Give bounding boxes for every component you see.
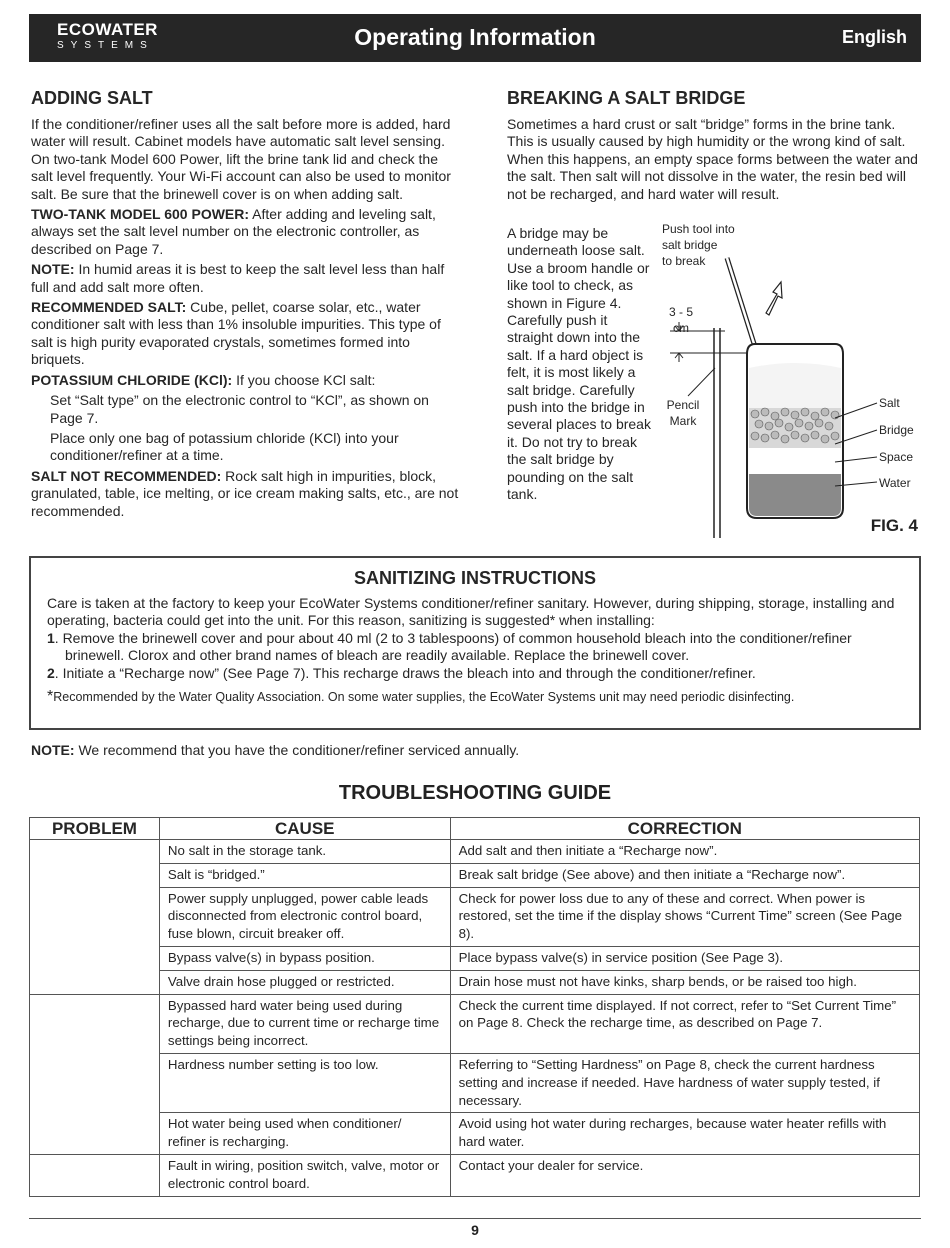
cause-cell: Power supply unplugged, power cable leads disconnected from electronic control board, fuse blown, circuit breaker off. bbox=[159, 887, 450, 946]
label-pencil-line2: Mark bbox=[669, 414, 697, 428]
step-1-number: 1 bbox=[47, 629, 55, 646]
adding-salt-intro: If the conditioner/refiner uses all the salt before more is added, hard water will result. Cabinet models have automatic salt level sensing. On two-tank Model 600 Power, lift the brine tank lid and check the salt level frequently. Your Wi-Fi account can also be used to monitor salt. Be sure that the brinewell cover is on when adding salt. bbox=[31, 116, 451, 202]
cause-cell: Bypassed hard water being used during recharge, due to current time or recharge time settings being incorrect. bbox=[159, 994, 450, 1053]
page-title: Operating Information bbox=[354, 24, 596, 50]
problem-cell bbox=[30, 994, 160, 1154]
figure-4-salt-bridge bbox=[655, 218, 925, 538]
table-row bbox=[30, 1053, 920, 1112]
language-label: English bbox=[841, 27, 907, 47]
logo-line1: ECOWATER bbox=[57, 20, 158, 39]
two-tank-label: TWO-TANK MODEL 600 POWER: bbox=[31, 206, 250, 223]
service-note-text: We recommend that you have the conditioner/refiner serviced annually. bbox=[74, 742, 520, 758]
correction-cell: Contact your dealer for service. bbox=[450, 1154, 919, 1196]
humid-note-paragraph bbox=[31, 261, 461, 296]
correction-cell: Place bypass valve(s) in service position (See Page 3). bbox=[450, 946, 919, 970]
table-header-row bbox=[30, 818, 920, 840]
recommended-salt-paragraph bbox=[31, 299, 461, 369]
label-push-tool bbox=[662, 221, 735, 269]
table-row bbox=[30, 840, 920, 864]
two-tank-text: After adding and leveling salt, always set the salt level number on the electronic controller, as described on Page 7. bbox=[31, 206, 436, 257]
table-row bbox=[30, 1113, 920, 1155]
table-row bbox=[30, 1154, 920, 1196]
step-1-text: . Remove the brinewell cover and pour about 40 ml (2 to 3 tablespoons) of common household bleach into the conditioner/refiner brinewell. Clorox and other brand names of bleach are readily available. Replace the brinewell cover. bbox=[54, 629, 852, 664]
problem-cell bbox=[30, 1154, 160, 1196]
humid-note-text: In humid areas it is best to keep the salt level less than half full and add salt more often. bbox=[31, 261, 445, 295]
recommended-salt-text: Cube, pellet, coarse solar, etc., water conditioner salt with less than 1% insoluble impurities. This type of salt is high purity evaporated crystals, sometimes formed into briquets. bbox=[31, 299, 441, 368]
page-header bbox=[29, 14, 921, 62]
sanitizing-step-2 bbox=[47, 665, 903, 682]
salt-bridge-heading: BREAKING A SALT BRIDGE bbox=[507, 88, 746, 108]
label-pencil-mark bbox=[663, 397, 703, 429]
footnote-star: * bbox=[47, 688, 54, 706]
kcl-step-2: Place only one bag of potassium chloride (KCl) into your conditioner/refiner at a time. bbox=[50, 429, 399, 464]
label-push-line2: salt bridge bbox=[662, 238, 718, 252]
cause-cell: Hot water being used when conditioner/ refiner is recharging. bbox=[159, 1113, 450, 1155]
correction-cell: Add salt and then initiate a “Recharge now”. bbox=[450, 840, 919, 864]
not-recommended-text: Rock salt high in impurities, block, granulated, table, ice melting, or ice cream making salts, etc., are not recommended. bbox=[31, 467, 459, 519]
sanitizing-heading: SANITIZING INSTRUCTIONS bbox=[354, 568, 596, 588]
cause-cell: Hardness number setting is too low. bbox=[159, 1053, 450, 1112]
cause-cell: Bypass valve(s) in bypass position. bbox=[159, 946, 450, 970]
table-row bbox=[30, 946, 920, 970]
not-recommended-label: SALT NOT RECOMMENDED: bbox=[31, 467, 222, 484]
adding-salt-section bbox=[31, 88, 461, 523]
salt-bridge-intro: Sometimes a hard crust or salt “bridge” forms in the brine tank. This is usually caused by high humidity or the wrong kind of salt. When this happens, an empty space forms between the water and the salt. Then salt will not dissolve in the water, the resin bed will not be recharged, and hard water will result. bbox=[507, 116, 918, 202]
salt-bridge-body: A bridge may be underneath loose salt. Use a broom handle or like tool to check, as shown in Figure 4. Carefully push it straight down into the salt. If a hard object is felt, it is most likely a salt bridge. Carefully push into the bridge in several places to break it. Do not try to break the salt bridge by pounding on the salt tank. bbox=[507, 225, 651, 503]
label-push-line1: Push tool into bbox=[662, 222, 735, 236]
cause-cell: Salt is “bridged.” bbox=[159, 863, 450, 887]
push-arrow-icon bbox=[766, 282, 782, 315]
cause-cell: Valve drain hose plugged or restricted. bbox=[159, 970, 450, 994]
humid-note-label: NOTE: bbox=[31, 261, 75, 278]
label-space: Space bbox=[879, 450, 914, 464]
footer-divider bbox=[29, 1218, 921, 1219]
label-push-line3: to break bbox=[662, 254, 706, 268]
table-row bbox=[30, 863, 920, 887]
recommended-salt-label: RECOMMENDED SALT: bbox=[31, 299, 187, 316]
header-problem: PROBLEM bbox=[30, 818, 160, 840]
label-dim-line1: 3 - 5 bbox=[668, 305, 693, 319]
sanitizing-footnote bbox=[47, 688, 903, 706]
cause-cell: No salt in the storage tank. bbox=[159, 840, 450, 864]
problem-cell bbox=[30, 840, 160, 995]
kcl-paragraph bbox=[31, 372, 461, 389]
header-correction: CORRECTION bbox=[450, 818, 919, 840]
label-dimension bbox=[667, 304, 695, 336]
kcl-label: POTASSIUM CHLORIDE (KCl): bbox=[31, 371, 233, 388]
sanitizing-step-1 bbox=[47, 630, 903, 665]
label-pencil-line1: Pencil bbox=[666, 398, 700, 412]
kcl-step-1: Set “Salt type” on the electronic control to “KCl”, as shown on Page 7. bbox=[50, 392, 429, 426]
correction-cell: Drain hose must not have kinks, sharp bends, or be raised too high. bbox=[450, 970, 919, 994]
page-number: 9 bbox=[471, 1222, 479, 1238]
adding-salt-heading: ADDING SALT bbox=[31, 88, 153, 108]
label-water: Water bbox=[879, 476, 911, 490]
step-2-number: 2 bbox=[47, 664, 55, 681]
troubleshooting-table bbox=[29, 817, 920, 1197]
logo-line2: SYSTEMS bbox=[57, 40, 154, 51]
troubleshooting-title: TROUBLESHOOTING GUIDE bbox=[338, 782, 612, 804]
table-row bbox=[30, 970, 920, 994]
table-row bbox=[30, 994, 920, 1053]
correction-cell: Check the current time displayed. If not correct, refer to “Set Current Time” on Page 8. Check the recharge time, as described on Page 7. bbox=[450, 994, 919, 1053]
correction-cell: Check for power loss due to any of these and correct. When power is restored, set the time if the display shows “Current Time” screen (See Page 8). bbox=[450, 887, 919, 946]
correction-cell: Avoid using hot water during recharges, because water heater refills with hard water. bbox=[450, 1113, 919, 1155]
figure-caption: FIG. 4 bbox=[870, 516, 918, 535]
two-tank-paragraph bbox=[31, 206, 461, 258]
label-salt: Salt bbox=[879, 396, 900, 410]
kcl-text: If you choose KCl salt: bbox=[232, 371, 376, 388]
step-2-text: . Initiate a “Recharge now” (See Page 7). This recharge draws the bleach into and through the conditioner/refiner. bbox=[54, 664, 756, 681]
label-bridge: Bridge bbox=[879, 423, 914, 437]
correction-cell: Break salt bridge (See above) and then initiate a “Recharge now”. bbox=[450, 863, 919, 887]
label-dim-line2: cm bbox=[673, 321, 689, 335]
header-cause: CAUSE bbox=[159, 818, 450, 840]
service-note bbox=[31, 742, 519, 758]
salt-bridge-section bbox=[507, 88, 920, 206]
sanitizing-box bbox=[29, 556, 921, 730]
service-note-label: NOTE: bbox=[31, 742, 75, 758]
cause-cell: Fault in wiring, position switch, valve, motor or electronic control board. bbox=[159, 1154, 450, 1196]
table-row bbox=[30, 887, 920, 946]
footnote-text: Recommended by the Water Quality Association. On some water supplies, the EcoWater Systems unit may need periodic disinfecting. bbox=[53, 690, 795, 705]
not-recommended-paragraph bbox=[31, 468, 461, 520]
correction-cell: Referring to “Setting Hardness” on Page 8, check the current hardness setting and increase if needed. Have hardness of water supply tested, if necessary. bbox=[450, 1053, 919, 1112]
sanitizing-intro: Care is taken at the factory to keep your EcoWater Systems conditioner/refiner sanitary. However, during shipping, storage, installing and operating, bacteria could get into the unit. For this reason, sanitizing is suggested* when installing: bbox=[47, 595, 895, 629]
